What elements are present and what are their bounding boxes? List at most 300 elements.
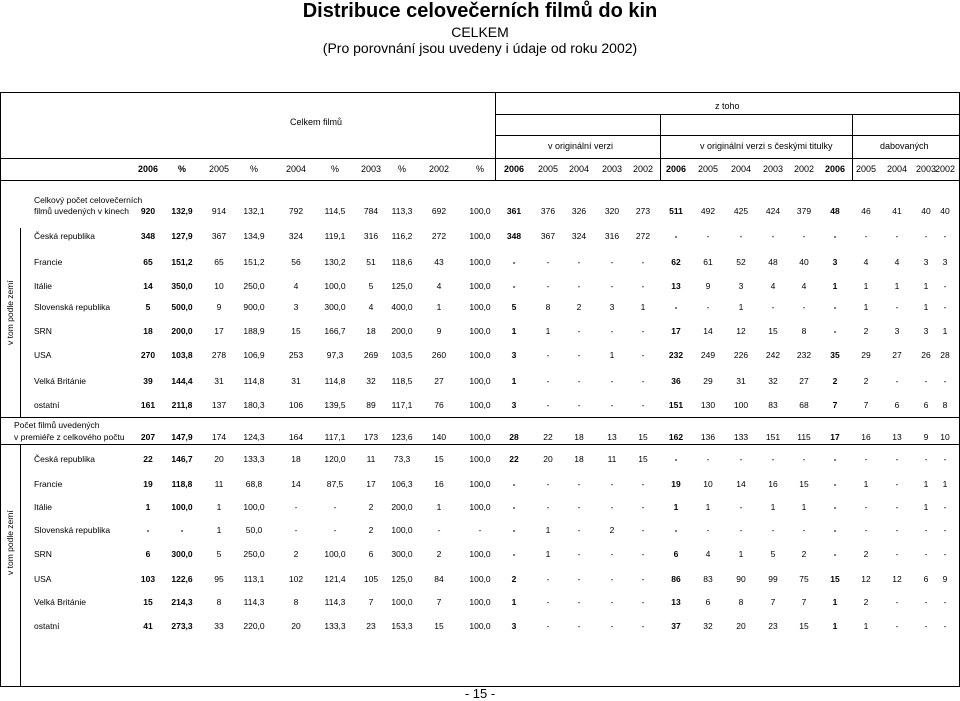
table-cell: 19 — [671, 479, 681, 489]
table-cell: - — [610, 281, 614, 291]
table-cell: 151,2 — [243, 257, 265, 267]
table-cell: 232 — [668, 350, 684, 360]
table-cell: 118,6 — [391, 257, 413, 267]
table-cell: - — [146, 525, 150, 535]
table-cell: 11 — [607, 454, 617, 464]
table-cell: 2 — [863, 549, 869, 559]
table-cell: - — [802, 525, 806, 535]
header-orig: v originální verzi — [548, 141, 614, 151]
table-cell: 1 — [511, 376, 517, 386]
table-cell: - — [333, 502, 337, 512]
column-header: 2006 — [503, 164, 525, 174]
table-cell: 100,0 — [324, 549, 346, 559]
grid-hline — [495, 135, 960, 136]
table-cell: 100,0 — [469, 302, 491, 312]
table-cell: 250,0 — [243, 281, 265, 291]
table-cell: 7 — [832, 400, 838, 410]
table-cell: - — [641, 376, 645, 386]
table-cell: - — [577, 525, 581, 535]
table-cell: 7 — [801, 597, 807, 607]
table-cell: 100,0 — [469, 257, 491, 267]
table-cell: 35 — [830, 350, 840, 360]
table-cell: 48 — [830, 206, 840, 216]
header-dab: dabovaných — [880, 141, 929, 151]
table-cell: - — [641, 621, 645, 631]
table-cell: 350,0 — [171, 281, 193, 291]
table-cell: 130,2 — [324, 257, 346, 267]
table-cell: - — [943, 302, 947, 312]
table-cell: 90 — [736, 574, 746, 584]
table-cell: 15 — [638, 454, 648, 464]
table-cell: 28 — [509, 432, 519, 442]
table-cell: 106,3 — [391, 479, 413, 489]
table-cell: 22 — [143, 454, 153, 464]
table-cell: - — [641, 479, 645, 489]
table-cell: 14 — [143, 281, 153, 291]
table-cell: - — [512, 281, 516, 291]
table-cell: - — [577, 350, 581, 360]
table-cell: 8 — [942, 400, 948, 410]
table-cell: 23 — [366, 621, 376, 631]
table-cell: 100,0 — [469, 502, 491, 512]
table-cell: 6 — [705, 597, 711, 607]
header-z-toho: z toho — [715, 101, 740, 111]
table-cell: - — [577, 621, 581, 631]
table-cell: 86 — [671, 574, 681, 584]
table-cell: 100 — [733, 400, 749, 410]
row-label: Slovenská republika — [34, 302, 111, 312]
row-label: SRN — [34, 326, 52, 336]
table-cell: 100,0 — [469, 376, 491, 386]
table-cell: 114,8 — [324, 376, 346, 386]
table-cell: - — [512, 502, 516, 512]
table-cell: 1 — [705, 502, 711, 512]
table-cell: 73,3 — [393, 454, 411, 464]
table-cell: - — [577, 376, 581, 386]
table-cell: 180,3 — [243, 400, 265, 410]
table-cell: - — [512, 525, 516, 535]
table-cell: - — [610, 574, 614, 584]
table-cell: 8 — [801, 326, 807, 336]
table-cell: - — [924, 454, 928, 464]
table-cell: 1 — [832, 621, 838, 631]
table-cell: 300,0 — [391, 549, 413, 559]
table-cell: 914 — [211, 206, 227, 216]
table-cell: 15 — [799, 621, 809, 631]
table-cell: 424 — [765, 206, 781, 216]
table-cell: 2 — [368, 525, 374, 535]
table-cell: 114,3 — [243, 597, 265, 607]
table-cell: 27 — [892, 350, 902, 360]
column-header: 2002 — [428, 164, 450, 174]
row-label: Francie — [34, 479, 63, 489]
table-cell: 324 — [288, 231, 304, 241]
table-cell: - — [895, 302, 899, 312]
table-cell: - — [943, 281, 947, 291]
table-cell: - — [437, 525, 441, 535]
table-cell: 18 — [574, 454, 584, 464]
table-cell: 65 — [143, 257, 153, 267]
column-header: 2005 — [537, 164, 559, 174]
table-cell: 1 — [801, 502, 807, 512]
table-cell: - — [546, 502, 550, 512]
table-cell: 140 — [431, 432, 447, 442]
table-cell: 1 — [832, 281, 838, 291]
table-cell: - — [577, 574, 581, 584]
table-cell: - — [833, 326, 837, 336]
table-cell: - — [546, 574, 550, 584]
table-cell: 103 — [140, 574, 156, 584]
table-cell: 120,0 — [324, 454, 346, 464]
table-cell: 100,0 — [469, 326, 491, 336]
table-cell: 105 — [363, 574, 379, 584]
table-cell: 33 — [214, 621, 224, 631]
table-cell: 75 — [799, 574, 809, 584]
table-cell: 117,1 — [324, 432, 346, 442]
table-cell: 6 — [673, 549, 679, 559]
table-cell: 1 — [216, 502, 222, 512]
table-cell: 4 — [705, 549, 711, 559]
table-cell: 272 — [431, 231, 447, 241]
table-cell: 4 — [368, 302, 374, 312]
table-cell: 16 — [861, 432, 871, 442]
table-cell: 214,3 — [171, 597, 193, 607]
table-cell: 1 — [923, 479, 929, 489]
table-cell: - — [943, 454, 947, 464]
table-cell: - — [895, 549, 899, 559]
column-header: 2005 — [855, 164, 877, 174]
table-cell: 97,3 — [326, 350, 344, 360]
table-cell: - — [610, 621, 614, 631]
table-cell: 12 — [892, 574, 902, 584]
table-cell: 17 — [671, 326, 681, 336]
table-cell: - — [802, 231, 806, 241]
table-cell: 15 — [434, 454, 444, 464]
table-cell: 242 — [765, 350, 781, 360]
table-cell: 300,0 — [171, 549, 193, 559]
table-cell: 18 — [143, 326, 153, 336]
table-cell: 15 — [143, 597, 153, 607]
page-note: (Pro porovnání jsou uvedeny i údaje od roku 2002) — [322, 40, 638, 56]
table-cell: 32 — [366, 376, 376, 386]
table-cell: 15 — [638, 432, 648, 442]
page-subtitle: CELKEM — [451, 24, 509, 40]
row-label: ostatní — [34, 400, 60, 410]
table-cell: 87,5 — [326, 479, 344, 489]
table-cell: 20 — [543, 454, 553, 464]
table-cell: 106,9 — [243, 350, 265, 360]
table-cell: - — [641, 350, 645, 360]
table-cell: 83 — [768, 400, 778, 410]
column-header: % — [397, 164, 406, 174]
table-cell: - — [771, 302, 775, 312]
table-cell: 56 — [291, 257, 301, 267]
column-header: 2005 — [208, 164, 230, 174]
table-cell: 2 — [863, 326, 869, 336]
table-cell: 100,0 — [324, 281, 346, 291]
table-cell: 376 — [540, 206, 556, 216]
table-cell: - — [943, 376, 947, 386]
table-cell: 1 — [216, 525, 222, 535]
table-cell: - — [674, 454, 678, 464]
table-cell: 3 — [511, 400, 517, 410]
table-cell: 1 — [609, 350, 615, 360]
table-cell: 6 — [923, 400, 929, 410]
table-cell: 1 — [923, 502, 929, 512]
table-cell: - — [610, 376, 614, 386]
table-cell: 3 — [293, 302, 299, 312]
column-header: 2003 — [762, 164, 784, 174]
table-cell: 147,9 — [171, 432, 193, 442]
table-cell: 164 — [288, 432, 304, 442]
table-cell: - — [180, 525, 184, 535]
table-cell: 130 — [700, 400, 716, 410]
table-cell: 39 — [143, 376, 153, 386]
table-cell: 95 — [214, 574, 224, 584]
table-cell: 26 — [921, 350, 931, 360]
table-cell: 11 — [214, 479, 224, 489]
table-cell: 106 — [288, 400, 304, 410]
table-cell: 1 — [923, 302, 929, 312]
table-cell: 17 — [830, 432, 840, 442]
table-cell: - — [641, 326, 645, 336]
table-cell: 161 — [140, 400, 156, 410]
table-cell: 132,9 — [171, 206, 193, 216]
table-cell: 1 — [145, 502, 151, 512]
table-cell: 36 — [671, 376, 681, 386]
page-title: Distribuce celovečerních filmů do kin — [302, 0, 658, 22]
table-cell: - — [895, 502, 899, 512]
table-cell: 139,5 — [324, 400, 346, 410]
table-cell: - — [895, 231, 899, 241]
table-cell: - — [833, 502, 837, 512]
table-cell: - — [610, 400, 614, 410]
table-cell: 100,0 — [171, 502, 193, 512]
table-cell: 121,4 — [324, 574, 346, 584]
table-cell: 51 — [366, 257, 376, 267]
table-cell: 115 — [797, 432, 811, 442]
table-cell: 20 — [736, 621, 746, 631]
table-cell: - — [610, 257, 614, 267]
table-cell: 1 — [770, 502, 776, 512]
table-cell: 50,0 — [245, 525, 263, 535]
table-cell: 40 — [940, 206, 950, 216]
table-cell: - — [739, 454, 743, 464]
table-cell: 361 — [506, 206, 522, 216]
table-cell: 367 — [540, 231, 556, 241]
grid-vline — [20, 228, 21, 417]
table-cell: 13 — [892, 432, 902, 442]
table-cell: 200,0 — [171, 326, 193, 336]
table-cell: - — [943, 597, 947, 607]
row-label: Slovenská republika — [34, 525, 111, 535]
table-cell: - — [641, 525, 645, 535]
table-cell: - — [895, 376, 899, 386]
table-cell: 100,0 — [469, 206, 491, 216]
table-cell: 278 — [211, 350, 227, 360]
table-cell: 1 — [863, 302, 869, 312]
table-cell: 144,4 — [171, 376, 193, 386]
table-cell: - — [641, 257, 645, 267]
table-cell: - — [833, 454, 837, 464]
table-cell: 151,2 — [171, 257, 193, 267]
row-label: SRN — [34, 549, 52, 559]
section-label: Počet filmů uvedených — [14, 420, 100, 430]
table-cell: 1 — [640, 302, 646, 312]
table-cell: - — [577, 281, 581, 291]
table-cell: 2 — [576, 302, 582, 312]
table-cell: 500,0 — [171, 302, 193, 312]
table-cell: 367 — [211, 231, 227, 241]
row-label: Velká Británie — [34, 376, 86, 386]
table-cell: 10 — [703, 479, 713, 489]
table-cell: 136 — [700, 432, 716, 442]
section-label: Celkový počet celovečerních — [34, 195, 143, 205]
table-cell: 40 — [799, 257, 809, 267]
table-cell: 1 — [894, 281, 900, 291]
table-cell: 18 — [366, 326, 376, 336]
row-label: Itálie — [34, 502, 52, 512]
table-cell: 29 — [861, 350, 871, 360]
table-cell: 6 — [894, 400, 900, 410]
table-cell: - — [924, 597, 928, 607]
table-cell: 9 — [942, 574, 948, 584]
table-cell: 272 — [635, 231, 651, 241]
table-cell: 2 — [436, 549, 442, 559]
table-cell: 16 — [434, 479, 444, 489]
table-cell: 133,3 — [243, 454, 265, 464]
table-cell: 348 — [506, 231, 522, 241]
table-cell: - — [895, 454, 899, 464]
table-cell: - — [577, 257, 581, 267]
table-cell: 16 — [768, 479, 778, 489]
table-cell: 31 — [291, 376, 301, 386]
table-cell: 114,3 — [324, 597, 346, 607]
table-cell: 3 — [942, 257, 948, 267]
table-cell: - — [546, 281, 550, 291]
grid-vline — [0, 92, 1, 686]
table-cell: - — [546, 400, 550, 410]
table-cell: - — [943, 231, 947, 241]
table-cell: 123,6 — [391, 432, 413, 442]
table-cell: 270 — [140, 350, 156, 360]
table-cell: 84 — [434, 574, 444, 584]
table-cell: 17 — [366, 479, 376, 489]
table-cell: 118,8 — [171, 479, 193, 489]
table-cell: - — [771, 231, 775, 241]
table-cell: 273 — [635, 206, 651, 216]
table-cell: 324 — [571, 231, 587, 241]
table-cell: - — [895, 525, 899, 535]
table-cell: 792 — [288, 206, 304, 216]
column-header: 2002 — [793, 164, 815, 174]
table-cell: 41 — [143, 621, 153, 631]
table-cell: 4 — [894, 257, 900, 267]
table-cell: 19 — [143, 479, 153, 489]
table-cell: - — [924, 376, 928, 386]
side-label-vtom: v tom podle zemí — [5, 510, 15, 575]
table-cell: 32 — [768, 376, 778, 386]
table-cell: 9 — [705, 281, 711, 291]
table-cell: 260 — [431, 350, 447, 360]
table-cell: - — [610, 479, 614, 489]
table-cell: 41 — [892, 206, 902, 216]
table-cell: - — [641, 400, 645, 410]
column-header: % — [177, 164, 186, 174]
table-cell: 125,0 — [391, 281, 413, 291]
table-cell: 14 — [291, 479, 301, 489]
table-cell: 100,0 — [469, 400, 491, 410]
table-cell: 1 — [436, 502, 442, 512]
table-cell: 492 — [700, 206, 716, 216]
table-cell: 400,0 — [391, 302, 413, 312]
table-cell: 1 — [545, 525, 551, 535]
table-cell: 300,0 — [324, 302, 346, 312]
table-cell: - — [577, 479, 581, 489]
table-cell: - — [924, 621, 928, 631]
table-cell: 7 — [436, 597, 442, 607]
table-cell: - — [478, 525, 482, 535]
column-header: 2003 — [601, 164, 623, 174]
table-cell: 425 — [733, 206, 749, 216]
table-cell: - — [864, 525, 868, 535]
table-cell: 3 — [511, 621, 517, 631]
table-cell: 6 — [923, 574, 929, 584]
table-cell: 200,0 — [391, 502, 413, 512]
table-cell: - — [895, 597, 899, 607]
table-cell: 137 — [211, 400, 227, 410]
table-cell: - — [833, 231, 837, 241]
table-cell: - — [294, 525, 298, 535]
table-cell: 1 — [832, 597, 838, 607]
table-cell: 5 — [368, 281, 374, 291]
table-cell: - — [924, 231, 928, 241]
table-cell: 8 — [738, 597, 744, 607]
table-cell: 1 — [942, 326, 948, 336]
table-cell: - — [706, 302, 710, 312]
table-cell: 250,0 — [243, 549, 265, 559]
column-header: 2002 — [632, 164, 654, 174]
table-cell: - — [577, 597, 581, 607]
table-cell: 32 — [703, 621, 713, 631]
table-cell: 13 — [671, 597, 681, 607]
column-header: % — [475, 164, 484, 174]
table-cell: 1 — [863, 281, 869, 291]
table-cell: - — [641, 549, 645, 559]
table-cell: 10 — [214, 281, 224, 291]
table-cell: 15 — [768, 326, 778, 336]
column-header: 2004 — [886, 164, 908, 174]
column-header: 2004 — [730, 164, 752, 174]
table-cell: 68 — [799, 400, 809, 410]
table-cell: 100,0 — [243, 502, 265, 512]
table-cell: - — [610, 549, 614, 559]
table-cell: - — [802, 454, 806, 464]
table-cell: 14 — [703, 326, 713, 336]
table-cell: 4 — [293, 281, 299, 291]
table-cell: 103,8 — [171, 350, 193, 360]
column-header: 2005 — [697, 164, 719, 174]
table-cell: 1 — [923, 281, 929, 291]
table-cell: 100,0 — [391, 597, 413, 607]
table-cell: - — [943, 621, 947, 631]
table-cell: 151 — [765, 432, 781, 442]
column-header: % — [249, 164, 258, 174]
table-cell: - — [706, 454, 710, 464]
table-cell: 48 — [768, 257, 778, 267]
table-cell: 211,8 — [171, 400, 193, 410]
table-cell: 2 — [832, 376, 838, 386]
